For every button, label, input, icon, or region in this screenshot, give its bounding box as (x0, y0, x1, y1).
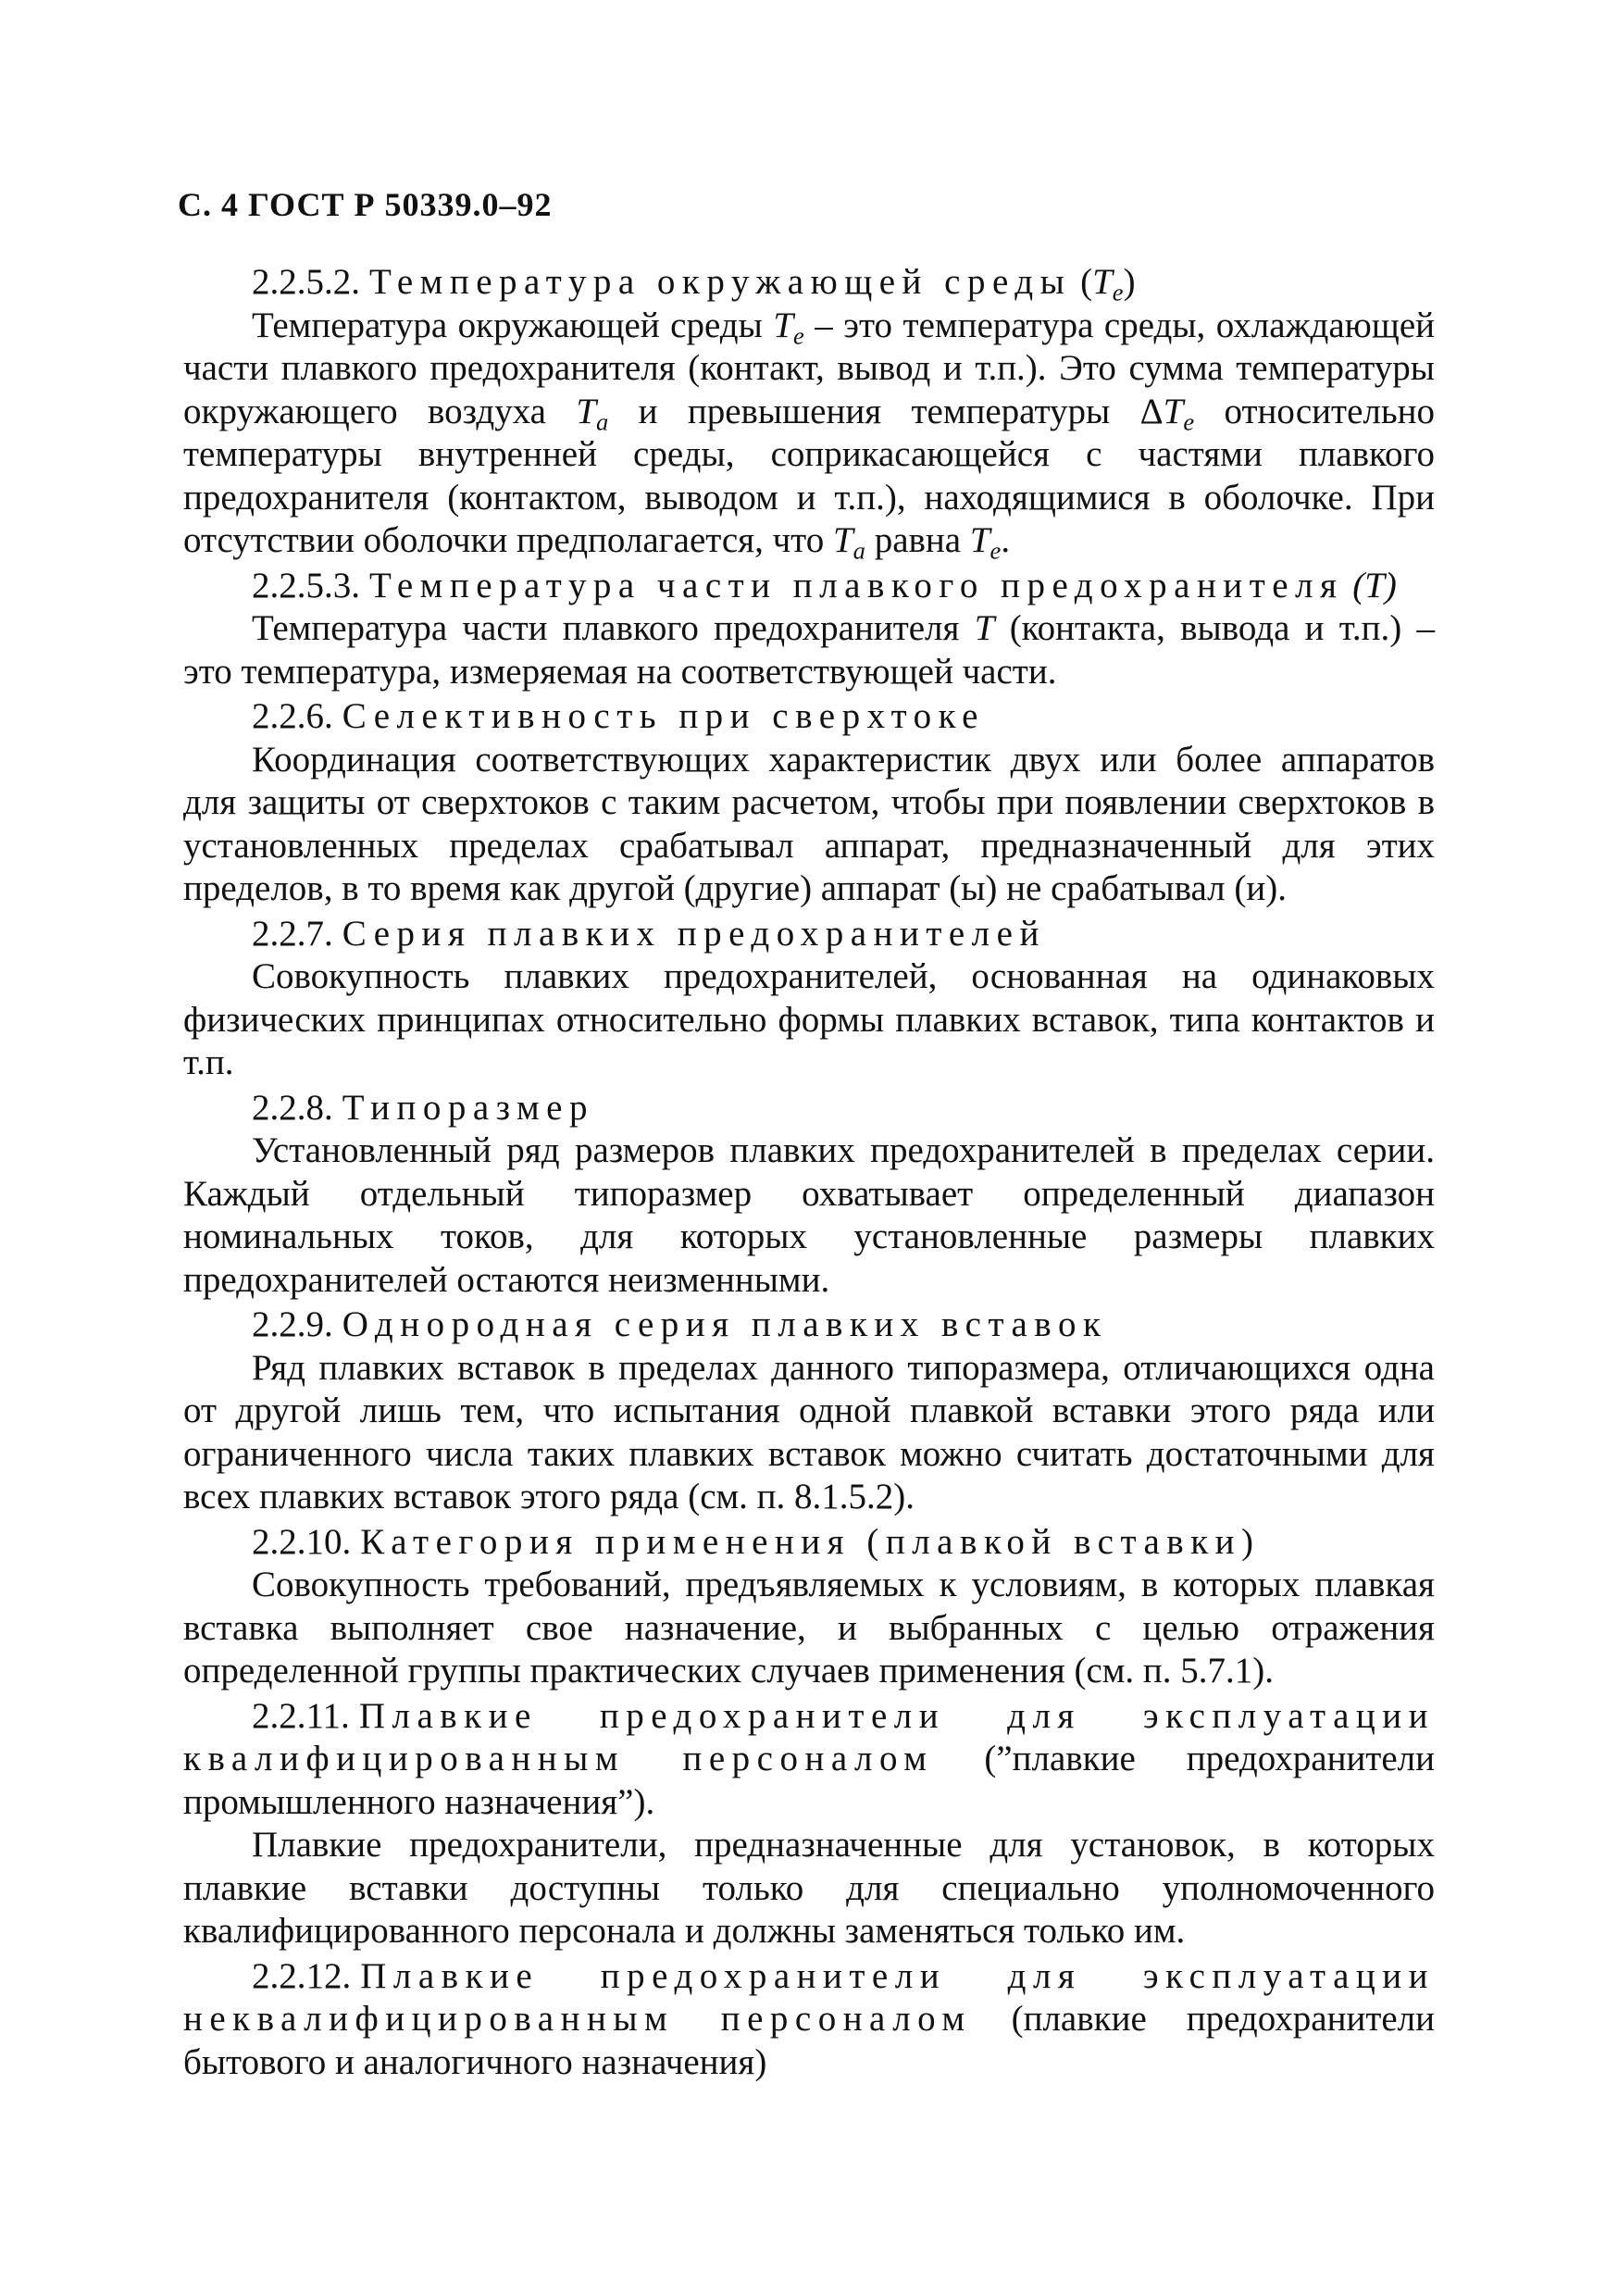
term-note: (плавкие предохранители бытового и аналогичного назначения) (183, 1999, 1436, 2082)
symbol-Te: $T_e$ (1092, 262, 1124, 306)
section-2-2-5-2-heading (183, 261, 1435, 305)
section-2-2-10-heading (183, 1521, 1435, 1565)
section-2-2-9-definition: Ряд плавких вставок в пределах данного типоразмера, отличающихся одна от другой лишь тем, что испытания одной плавкой вставки этого ряда или ограниченного числа таких плавких вставок можно считать достаточными для всех плавких вставок этого ряда (см. п. 8.1.5.2). (183, 1347, 1435, 1516)
term-note: (”плавкие предохранители промышленного назначения”). (183, 1739, 1435, 1822)
section-2-2-8-heading (183, 1087, 1435, 1130)
section-2-2-11-heading (183, 1695, 1435, 1825)
section-number: 2.2.10. (252, 1521, 352, 1562)
section-2-2-5-3-heading (183, 565, 1435, 608)
term-title: Однородная серия плавких вставок (342, 1304, 1108, 1344)
section-2-2-12-heading (183, 1955, 1435, 2085)
term-title: Температура окружающей среды (369, 262, 1072, 302)
section-number: 2.2.9. (252, 1304, 333, 1344)
section-number: 2.2.5.2. (252, 262, 360, 302)
section-number: 2.2.12. (252, 1955, 352, 1996)
symbol-close: ) (1123, 262, 1136, 302)
section-2-2-7-heading (183, 913, 1435, 956)
section-2-2-7-definition: Совокупность плавких предохранителей, основанная на одинаковых физических принципах относительно формы плавких вставок, типа контактов и т.п. (183, 956, 1435, 1082)
page-content (183, 261, 1435, 2084)
section-number: 2.2.8. (252, 1087, 333, 1128)
section-2-2-5-3-definition: Температура части плавкого предохранителя T (контакта, вывода и т.п.) – это температура, измеряемая на соответствующей части. (183, 608, 1436, 692)
term-title: Селективность при сверхтоке (342, 696, 985, 736)
term-title: Плавкие предохранители для эксплуатации квалифицированным персоналом (183, 1695, 1435, 1778)
symbol-T: (T) (1352, 565, 1397, 605)
page-header: С. 4 ГОСТ Р 50339.0–92 (178, 186, 553, 223)
section-2-2-10-definition: Совокупность требований, предъявляемых к условиям, в которых плавкая вставка выполняет свое назначение, и выбранных с целью отражения определенной группы практических случаев применения (см. п. 5.7.1). (183, 1565, 1435, 1691)
section-number: 2.2.7. (252, 913, 333, 954)
section-2-2-8-definition: Установленный ряд размеров плавких предохранителей в пределах серии. Каждый отдельный типоразмер охватывает определенный диапазон номинальных токов, для которых установленные размеры плавких предохранителей остаются неизменными. (183, 1130, 1435, 1300)
section-2-2-9-heading (183, 1304, 1435, 1347)
section-number: 2.2.6. (252, 696, 333, 736)
section-2-2-5-2-definition: Температура окружающей среды $T_e$ – это температура среды, охлаждающей части плавкого предохранителя (контакт, вывод и т.п.). Это сумма температуры окружающего воздуха $T_a$ и превышения температуры $\Delta T_e$ относительно температуры внутренней среды, соприкасающейся с частями плавкого предохранителя (контактом, выводом и т.п.), находящимися в оболочке. При отсутствии оболочки предполагается, что $T_a$ равна $T_e$. (183, 305, 1436, 565)
term-title: Плавкие предохранители для эксплуатации неквалифицированным персоналом (183, 1955, 1435, 2039)
term-title: Температура части плавкого предохранителя (369, 565, 1344, 605)
symbol-open: ( (1080, 262, 1093, 302)
term-title: Типоразмер (342, 1087, 594, 1128)
term-title: Категория применения (плавкой вставки) (360, 1521, 1261, 1562)
section-number: 2.2.5.3. (252, 565, 360, 605)
term-title: Серия плавких предохранителей (342, 913, 1046, 954)
section-2-2-6-definition: Координация соответствующих характеристик двух или более аппаратов для защиты от сверхтоков с таким расчетом, чтобы при появлении сверхтоков в установленных пределах срабатывал аппарат, предназначенный для этих пределов, в то время как другой (другие) аппарат (ы) не срабатывал (и). (183, 739, 1435, 908)
section-2-2-11-definition: Плавкие предохранители, предназначенные для установок, в которых плавкие вставки доступны только для специально уполномоченного квалифицированного персонала и должны заменяться только им. (183, 1825, 1435, 1951)
section-number: 2.2.11. (252, 1695, 350, 1736)
section-2-2-6-heading (183, 695, 1435, 739)
